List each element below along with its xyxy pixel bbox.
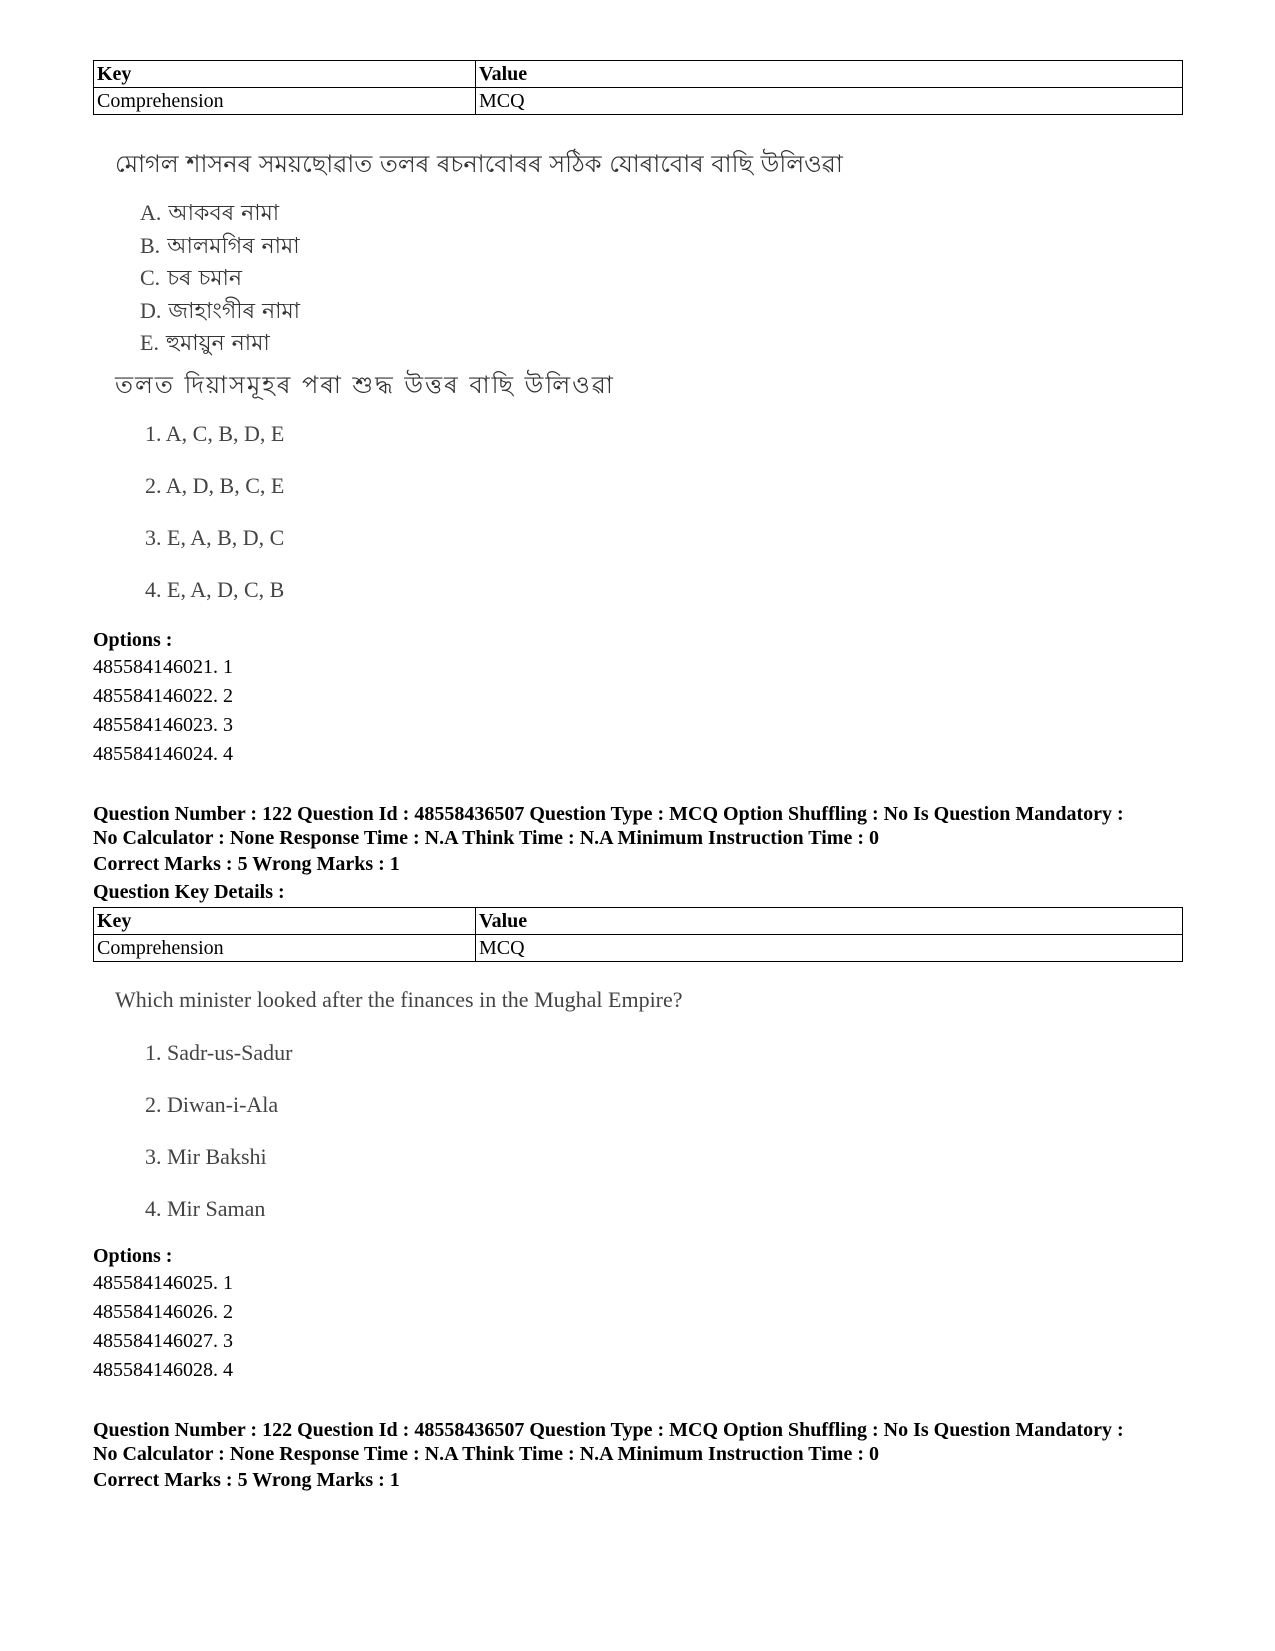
option-item: 485584146028. 4 — [93, 1359, 233, 1381]
answer-choice-2: 2. Diwan-i-Ala — [145, 1092, 279, 1117]
key-details-label: Question Key Details : — [93, 881, 285, 903]
list-item: E. হুমায়ুন নামা — [140, 330, 270, 356]
question-key-table — [93, 907, 1183, 962]
option-item: 485584146025. 1 — [93, 1272, 233, 1294]
key-cell: Comprehension — [94, 88, 476, 115]
question-key-table — [93, 60, 1183, 115]
option-item: 485584146027. 3 — [93, 1330, 233, 1352]
list-item: A. আকবৰ নামা — [140, 200, 280, 226]
key-header: Key — [94, 61, 476, 88]
list-item: D. জাহাংগীৰ নামা — [140, 297, 301, 324]
meta-line: No Calculator : None Response Time : N.A Think Time : N.A Minimum Instruction Time : 0 — [93, 827, 879, 849]
value-header: Value — [476, 61, 1183, 88]
instruction-text: তলত দিয়াসমূহৰ পৰা শুদ্ধ উত্তৰ বাছি উলিওৱা — [115, 371, 615, 399]
list-item: B. আলমগিৰ নামা — [140, 232, 300, 259]
option-item: 485584146026. 2 — [93, 1301, 233, 1323]
answer-choice-4: 4. E, A, D, C, B — [145, 577, 285, 602]
meta-line: Question Number : 122 Question Id : 48558436507 Question Type : MCQ Option Shuffling : No Is Question Mandatory : — [93, 803, 1124, 825]
question-text: Which minister looked after the finances in the Mughal Empire? — [115, 987, 683, 1012]
meta-line: No Calculator : None Response Time : N.A Think Time : N.A Minimum Instruction Time : 0 — [93, 1443, 879, 1465]
options-label: Options : — [93, 629, 173, 651]
answer-choice-3: 3. Mir Bakshi — [145, 1144, 267, 1169]
answer-choice-2: 2. A, D, B, C, E — [145, 473, 285, 498]
marks-line: Correct Marks : 5 Wrong Marks : 1 — [93, 853, 400, 875]
options-list — [93, 1269, 233, 1385]
question-meta — [93, 802, 1223, 850]
match-items-list — [140, 197, 300, 360]
option-item: 485584146024. 4 — [93, 743, 233, 765]
question-meta — [93, 1418, 1223, 1466]
question-text: মোগল শাসনৰ সময়ছোৱাত তলৰ ৰচনাবোৰৰ সঠিক যোৰাবোৰ বাছি উলিওৱা — [115, 150, 843, 178]
list-item: C. চৰ চমান — [140, 265, 243, 291]
answer-choice-4: 4. Mir Saman — [145, 1196, 266, 1221]
options-list — [93, 653, 233, 769]
value-cell: MCQ — [476, 88, 1183, 115]
table-header-row — [94, 908, 1183, 935]
answer-choice-1: 1. A, C, B, D, E — [145, 421, 285, 446]
key-header: Key — [94, 908, 476, 935]
option-item: 485584146023. 3 — [93, 714, 233, 736]
options-label: Options : — [93, 1245, 173, 1267]
table-row — [94, 935, 1183, 962]
option-item: 485584146021. 1 — [93, 656, 233, 678]
meta-line: Question Number : 122 Question Id : 48558436507 Question Type : MCQ Option Shuffling : No Is Question Mandatory : — [93, 1419, 1124, 1441]
table-row — [94, 88, 1183, 115]
key-cell: Comprehension — [94, 935, 476, 962]
answer-choice-3: 3. E, A, B, D, C — [145, 525, 285, 550]
table-header-row — [94, 61, 1183, 88]
marks-line: Correct Marks : 5 Wrong Marks : 1 — [93, 1469, 400, 1491]
value-header: Value — [476, 908, 1183, 935]
value-cell: MCQ — [476, 935, 1183, 962]
option-item: 485584146022. 2 — [93, 685, 233, 707]
answer-choice-1: 1. Sadr-us-Sadur — [145, 1040, 293, 1065]
